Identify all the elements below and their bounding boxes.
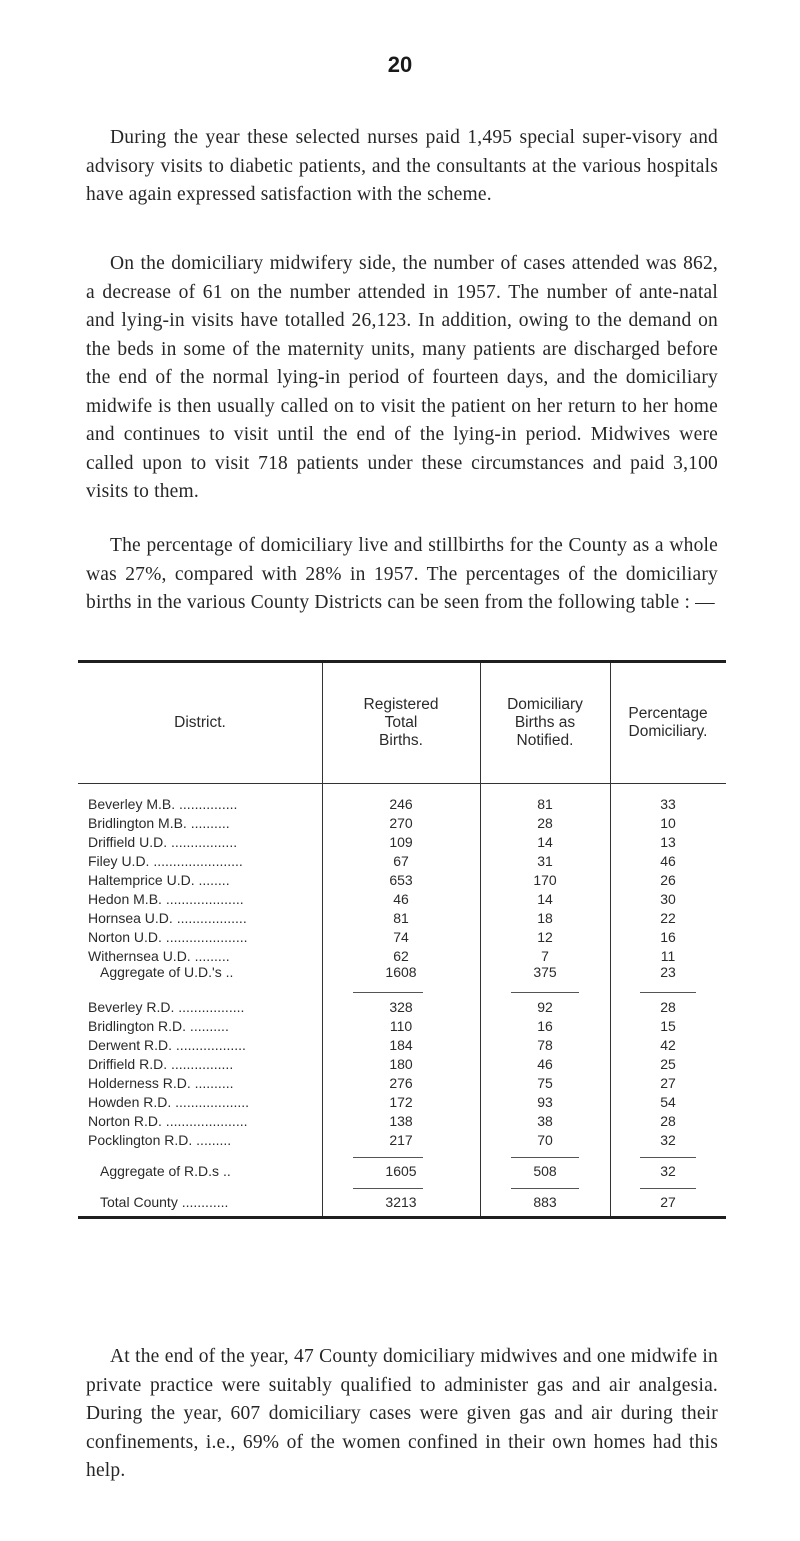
cell-percentage: 13 bbox=[660, 834, 676, 850]
cell-domiciliary-births: 18 bbox=[537, 910, 553, 926]
cell-district: Beverley M.B. ............... bbox=[88, 796, 238, 812]
cell-percentage: 27 bbox=[660, 1075, 676, 1091]
cell-domiciliary-births: 508 bbox=[533, 1163, 557, 1179]
table-row bbox=[78, 1055, 726, 1074]
cell-registered-births: 172 bbox=[389, 1094, 413, 1110]
cell-district: Total County ............ bbox=[100, 1194, 229, 1210]
sum-rule bbox=[511, 992, 579, 993]
sum-rule bbox=[511, 1157, 579, 1158]
cell-registered-births: 67 bbox=[393, 853, 409, 869]
table-row bbox=[78, 1093, 726, 1112]
cell-district: Driffield U.D. ................. bbox=[88, 834, 238, 850]
cell-percentage: 32 bbox=[660, 1163, 676, 1179]
cell-district: Derwent R.D. .................. bbox=[88, 1037, 246, 1053]
sum-rule bbox=[640, 1188, 696, 1189]
cell-domiciliary-births: 75 bbox=[537, 1075, 553, 1091]
paragraph-domiciliary-midwifery: On the domiciliary midwifery side, the number of cases attended was 862, a decrease of 61 on the number attended in 1957. The number of ante-natal and lying-in visits have totalled 26,123. In addition, owing to the demand on the beds in some of the maternity units, many patients are discharged before the end of the normal lying-in period of fourteen days, and the domiciliary midwife is then usually called on to visit the patient on her return to her home and continues to visit until the end of the lying-in period. Midwives were called upon to visit 718 patients under these circumstances and paid 3,100 visits to them. bbox=[86, 253, 718, 502]
cell-percentage: 25 bbox=[660, 1056, 676, 1072]
cell-percentage: 28 bbox=[660, 999, 676, 1015]
cell-domiciliary-births: 16 bbox=[537, 1018, 553, 1034]
cell-district: Norton U.D. ..................... bbox=[88, 929, 248, 945]
cell-domiciliary-births: 93 bbox=[537, 1094, 553, 1110]
cell-percentage: 10 bbox=[660, 815, 676, 831]
table-row bbox=[78, 1074, 726, 1093]
table-row bbox=[78, 998, 726, 1017]
cell-registered-births: 1605 bbox=[385, 1163, 417, 1179]
cell-district: Aggregate of U.D.'s .. bbox=[100, 964, 234, 980]
cell-district: Pocklington R.D. ......... bbox=[88, 1132, 232, 1148]
cell-registered-births: 184 bbox=[389, 1037, 413, 1053]
cell-registered-births: 246 bbox=[389, 796, 413, 812]
table-row bbox=[78, 833, 726, 852]
cell-registered-births: 110 bbox=[389, 1018, 413, 1034]
table-row bbox=[78, 795, 726, 814]
sum-rule bbox=[353, 1157, 423, 1158]
cell-percentage: 33 bbox=[660, 796, 676, 812]
cell-district: Norton R.D. ..................... bbox=[88, 1113, 248, 1129]
cell-registered-births: 653 bbox=[389, 872, 413, 888]
table-row bbox=[78, 1036, 726, 1055]
cell-percentage: 46 bbox=[660, 853, 676, 869]
paragraph-gas-and-air: At the end of the year, 47 County domiciliary midwives and one midwife in private practice were suitably qualified to administer gas and air analgesia. During the year, 607 domiciliary cases were given gas and air during their confinements, i.e., 69% of the women confined in their own homes had this help. bbox=[86, 1346, 718, 1481]
page-number: 20 bbox=[387, 52, 413, 77]
paragraph-diabetic-visits: During the year these selected nurses paid 1,495 special super-visory and advisory visits to diabetic patients, and the consultants at the various hospitals have again expressed satisfaction with the scheme. bbox=[86, 127, 718, 205]
table-row bbox=[78, 928, 726, 947]
cell-registered-births: 217 bbox=[389, 1132, 413, 1148]
cell-domiciliary-births: 31 bbox=[537, 853, 553, 869]
cell-registered-births: 1608 bbox=[385, 964, 417, 980]
cell-domiciliary-births: 92 bbox=[537, 999, 553, 1015]
cell-district: Hedon M.B. .................... bbox=[88, 891, 244, 907]
cell-domiciliary-births: 81 bbox=[537, 796, 553, 812]
births-table bbox=[78, 660, 726, 1219]
cell-percentage: 15 bbox=[660, 1018, 676, 1034]
cell-percentage: 42 bbox=[660, 1037, 676, 1053]
cell-registered-births: 328 bbox=[389, 999, 413, 1015]
cell-registered-births: 276 bbox=[389, 1075, 413, 1091]
cell-registered-births: 46 bbox=[393, 891, 409, 907]
sum-rule bbox=[640, 992, 696, 993]
cell-district: Withernsea U.D. ......... bbox=[88, 948, 230, 964]
cell-percentage: 11 bbox=[660, 948, 676, 964]
cell-domiciliary-births: 46 bbox=[537, 1056, 553, 1072]
table-aggregate-row bbox=[78, 1193, 726, 1212]
cell-percentage: 30 bbox=[660, 891, 676, 907]
paragraph-percentage-intro: The percentage of domiciliary live and stillbirths for the County as a whole was 27%, compared with 28% in 1957. The percentages of the domiciliary births in the various County Districts can be seen from the following table : — bbox=[86, 535, 718, 613]
cell-domiciliary-births: 12 bbox=[537, 929, 553, 945]
table-aggregate-row bbox=[78, 1162, 726, 1181]
cell-registered-births: 62 bbox=[393, 948, 409, 964]
cell-district: Filey U.D. ....................... bbox=[88, 853, 243, 869]
cell-registered-births: 74 bbox=[393, 929, 409, 945]
table-row bbox=[78, 871, 726, 890]
cell-registered-births: 109 bbox=[389, 834, 413, 850]
table-row bbox=[78, 1017, 726, 1036]
cell-domiciliary-births: 14 bbox=[537, 891, 553, 907]
table-row bbox=[78, 852, 726, 871]
cell-district: Haltemprice U.D. ........ bbox=[88, 872, 230, 888]
cell-domiciliary-births: 70 bbox=[537, 1132, 553, 1148]
header-percentage: Percentage Domiciliary. bbox=[628, 705, 708, 740]
cell-percentage: 22 bbox=[660, 910, 676, 926]
cell-domiciliary-births: 78 bbox=[537, 1037, 553, 1053]
cell-district: Hornsea U.D. .................. bbox=[88, 910, 247, 926]
cell-domiciliary-births: 38 bbox=[537, 1113, 553, 1129]
cell-domiciliary-births: 14 bbox=[537, 834, 553, 850]
cell-district: Driffield R.D. ................ bbox=[88, 1056, 234, 1072]
cell-percentage: 26 bbox=[660, 872, 676, 888]
cell-district: Holderness R.D. .......... bbox=[88, 1075, 234, 1091]
cell-domiciliary-births: 375 bbox=[533, 964, 557, 980]
table-row bbox=[78, 909, 726, 928]
cell-registered-births: 138 bbox=[389, 1113, 413, 1129]
cell-domiciliary-births: 7 bbox=[541, 948, 549, 964]
cell-domiciliary-births: 883 bbox=[533, 1194, 557, 1210]
header-registered-births: Registered Total Births. bbox=[363, 696, 439, 749]
cell-percentage: 54 bbox=[660, 1094, 676, 1110]
sum-rule bbox=[353, 992, 423, 993]
cell-percentage: 28 bbox=[660, 1113, 676, 1129]
cell-district: Howden R.D. ................... bbox=[88, 1094, 250, 1110]
sum-rule bbox=[640, 1157, 696, 1158]
sum-rule bbox=[511, 1188, 579, 1189]
cell-percentage: 16 bbox=[660, 929, 676, 945]
table-row bbox=[78, 890, 726, 909]
header-rule bbox=[78, 783, 726, 784]
cell-district: Bridlington R.D. .......... bbox=[88, 1018, 229, 1034]
header-district: District. bbox=[174, 714, 226, 731]
cell-registered-births: 180 bbox=[389, 1056, 413, 1072]
cell-district: Bridlington M.B. .......... bbox=[88, 815, 230, 831]
cell-percentage: 23 bbox=[660, 964, 676, 980]
table-row bbox=[78, 1131, 726, 1150]
table-row bbox=[78, 814, 726, 833]
header-domiciliary-births: Domiciliary Births as Notified. bbox=[507, 696, 583, 749]
cell-percentage: 27 bbox=[660, 1194, 676, 1210]
cell-registered-births: 81 bbox=[393, 910, 409, 926]
table-aggregate-row bbox=[78, 963, 726, 982]
cell-district: Beverley R.D. ................. bbox=[88, 999, 245, 1015]
cell-registered-births: 3213 bbox=[385, 1194, 417, 1210]
table-row bbox=[78, 1112, 726, 1131]
cell-registered-births: 270 bbox=[389, 815, 413, 831]
sum-rule bbox=[353, 1188, 423, 1189]
cell-percentage: 32 bbox=[660, 1132, 676, 1148]
cell-domiciliary-births: 28 bbox=[537, 815, 553, 831]
cell-domiciliary-births: 170 bbox=[533, 872, 557, 888]
cell-district: Aggregate of R.D.s .. bbox=[100, 1163, 231, 1179]
